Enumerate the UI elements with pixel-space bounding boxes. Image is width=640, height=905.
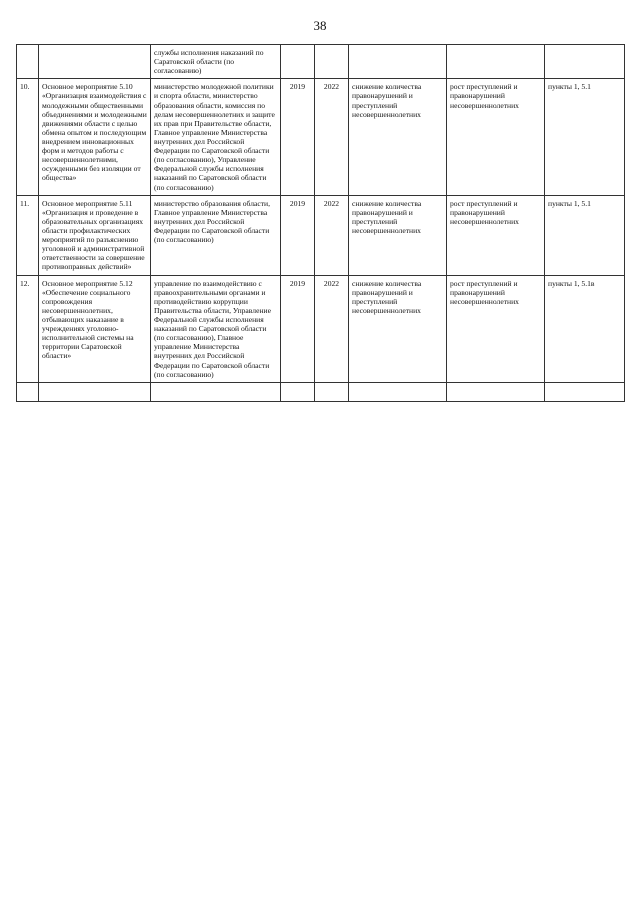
page-number: 38 <box>313 18 327 33</box>
row-number: 10. <box>17 79 39 195</box>
end-year-cell: 2022 <box>315 79 349 195</box>
table-row <box>17 382 625 401</box>
executors-cell: службы исполнения наказаний по Саратовской области (по согласованию) <box>151 45 281 79</box>
executors-cell: управление по взаимодействию с правоохранительными органами и противодействию коррупции Правительства области, Управление Федеральной службы исполнения наказаний по Саратовской области (по согласованию), Главное управление Министерства внутренних дел Российской Федерации по Саратовской области (по согласованию) <box>151 275 281 382</box>
indicator-cell: рост преступлений и правонарушений несовершеннолетних <box>447 275 545 382</box>
event-cell: Основное мероприятие 5.12 «Обеспечение социального сопровождения несовершеннолетних, отбывающих наказание в учреждениях уголовно-исполнительной системы на территории Саратовской области» <box>39 275 151 382</box>
result-cell: снижение количества правонарушений и преступлений несовершеннолетних <box>349 275 447 382</box>
indicator-cell: рост преступлений и правонарушений несовершеннолетних <box>447 79 545 195</box>
result-cell: снижение количества правонарушений и преступлений несовершеннолетних <box>349 195 447 275</box>
start-year-cell: 2019 <box>281 79 315 195</box>
points-cell <box>545 45 625 79</box>
table-row <box>17 195 625 275</box>
event-cell <box>39 45 151 79</box>
executors-cell: министерство образования области, Главное управление Министерства внутренних дел Российской Федерации по Саратовской области (по согласованию) <box>151 195 281 275</box>
end-year-cell: 2022 <box>315 275 349 382</box>
row-number <box>17 45 39 79</box>
start-year-cell <box>281 45 315 79</box>
indicator-cell <box>447 45 545 79</box>
indicator-cell: рост преступлений и правонарушений несовершеннолетних <box>447 195 545 275</box>
start-year-cell: 2019 <box>281 195 315 275</box>
points-cell: пункты 1, 5.1в <box>545 275 625 382</box>
table-row <box>17 45 625 79</box>
row-number: 11. <box>17 195 39 275</box>
program-measures-table <box>16 44 625 402</box>
row-number: 12. <box>17 275 39 382</box>
result-cell: снижение количества правонарушений и преступлений несовершеннолетних <box>349 79 447 195</box>
event-cell: Основное мероприятие 5.11 «Организация и проведение в образовательных организациях области профилактических мероприятий по разъяснению уголовной и административной ответственности за совершение противоправных действий» <box>39 195 151 275</box>
table-row <box>17 79 625 195</box>
start-year-cell: 2019 <box>281 275 315 382</box>
event-cell: Основное мероприятие 5.10 «Организация взаимодействия с молодежными общественными объединениями и молодежными движениями области с целью обмена опытом и последующим внедрением инновационных форм и методов работы с несовершеннолетними, осужденными без изоляции от общества» <box>39 79 151 195</box>
result-cell <box>349 45 447 79</box>
points-cell: пункты 1, 5.1 <box>545 195 625 275</box>
executors-cell: министерство молодежной политики и спорта области, министерство образования области, комиссия по делам несовершеннолетних и защите их прав при Правительстве области, Главное управление Министерства внутренних дел Российской Федерации по Саратовской области (по согласованию), Управление Федеральной службы исполнения наказаний по Саратовской области (по согласованию) <box>151 79 281 195</box>
end-year-cell: 2022 <box>315 195 349 275</box>
end-year-cell <box>315 45 349 79</box>
points-cell: пункты 1, 5.1 <box>545 79 625 195</box>
table-row <box>17 275 625 382</box>
